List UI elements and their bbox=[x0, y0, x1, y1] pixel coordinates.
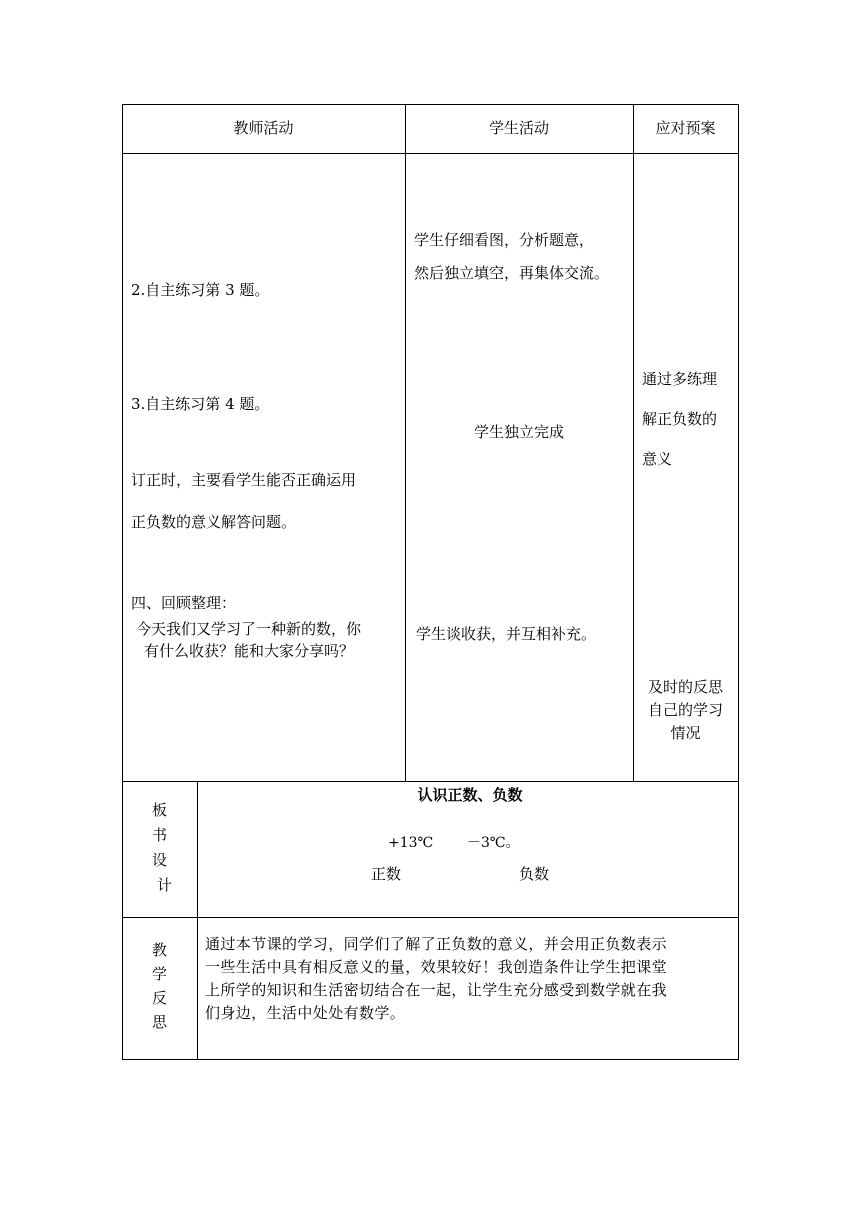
teacher-item-2: 2.自主练习第 3 题。 bbox=[131, 281, 270, 299]
board-bottom-divider bbox=[122, 917, 739, 918]
reflection-label-char-2: 学 bbox=[151, 965, 167, 983]
table-border-left bbox=[122, 104, 123, 1060]
plan-2-line-2: 自己的学习 bbox=[647, 701, 723, 719]
reflection-label-char-3: 反 bbox=[151, 989, 167, 1007]
teacher-item-3: 3.自主练习第 4 题。 bbox=[131, 395, 270, 413]
board-positive-value: +13℃ bbox=[388, 835, 434, 851]
student-activity-3: 学生谈收获，并互相补充。 bbox=[416, 625, 597, 643]
student-activity-2: 学生独立完成 bbox=[473, 423, 564, 441]
board-negative-label: 负数 bbox=[519, 865, 550, 883]
table-border-bottom bbox=[122, 1059, 739, 1060]
reflection-label-char-1: 教 bbox=[151, 941, 167, 959]
plan-1-line-1: 通过多练理 bbox=[642, 370, 718, 388]
plan-2-line-3: 情况 bbox=[670, 724, 701, 742]
board-title: 认识正数、负数 bbox=[417, 786, 523, 804]
teacher-review-line-1: 今天我们又学习了一种新的数，你 bbox=[136, 620, 362, 638]
board-label-char-1: 板 bbox=[151, 801, 167, 819]
teacher-student-divider bbox=[405, 104, 406, 782]
board-label-char-2: 书 bbox=[151, 826, 167, 844]
teacher-correction-line-2: 正负数的意义解答问题。 bbox=[131, 513, 297, 531]
table-border-right bbox=[738, 104, 739, 1060]
header-divider bbox=[122, 153, 739, 154]
label-content-divider bbox=[197, 781, 198, 1060]
header-response-plan: 应对预案 bbox=[655, 119, 716, 137]
board-negative-value: －3℃。 bbox=[467, 835, 520, 851]
reflection-label-char-4: 思 bbox=[151, 1013, 167, 1031]
board-positive-label: 正数 bbox=[371, 865, 402, 883]
board-label-char-3: 设 bbox=[151, 851, 167, 869]
plan-1-line-3: 意义 bbox=[642, 450, 673, 468]
student-activity-1-line-2: 然后独立填空，再集体交流。 bbox=[414, 264, 610, 282]
reflection-line-4: 们身边，生活中处处有数学。 bbox=[205, 1004, 406, 1022]
teacher-review-line-2: 有什么收获？能和大家分享吗？ bbox=[144, 642, 355, 660]
plan-1-line-2: 解正负数的 bbox=[642, 410, 718, 428]
student-activity-1-line-1: 学生仔细看图，分析题意， bbox=[414, 231, 595, 249]
plan-2-line-1: 及时的反思 bbox=[647, 678, 723, 696]
table-border-top bbox=[122, 104, 739, 105]
activity-bottom-divider bbox=[122, 781, 739, 782]
reflection-line-2: 一些生活中具有相反意义的量，效果较好！我创造条件让学生把课堂 bbox=[205, 958, 668, 976]
reflection-line-3: 上所学的知识和生活密切结合在一起，让学生充分感受到数学就在我 bbox=[205, 981, 668, 999]
teacher-correction-line-1: 订正时，主要看学生能否正确运用 bbox=[131, 471, 357, 489]
header-teacher-activity: 教师活动 bbox=[233, 119, 294, 137]
reflection-line-1: 通过本节课的学习，同学们了解了正负数的意义，并会用正负数表示 bbox=[205, 935, 668, 953]
header-student-activity: 学生活动 bbox=[488, 119, 549, 137]
teacher-review-title: 四、回顾整理： bbox=[131, 594, 237, 612]
board-label-char-4: 计 bbox=[156, 876, 172, 894]
